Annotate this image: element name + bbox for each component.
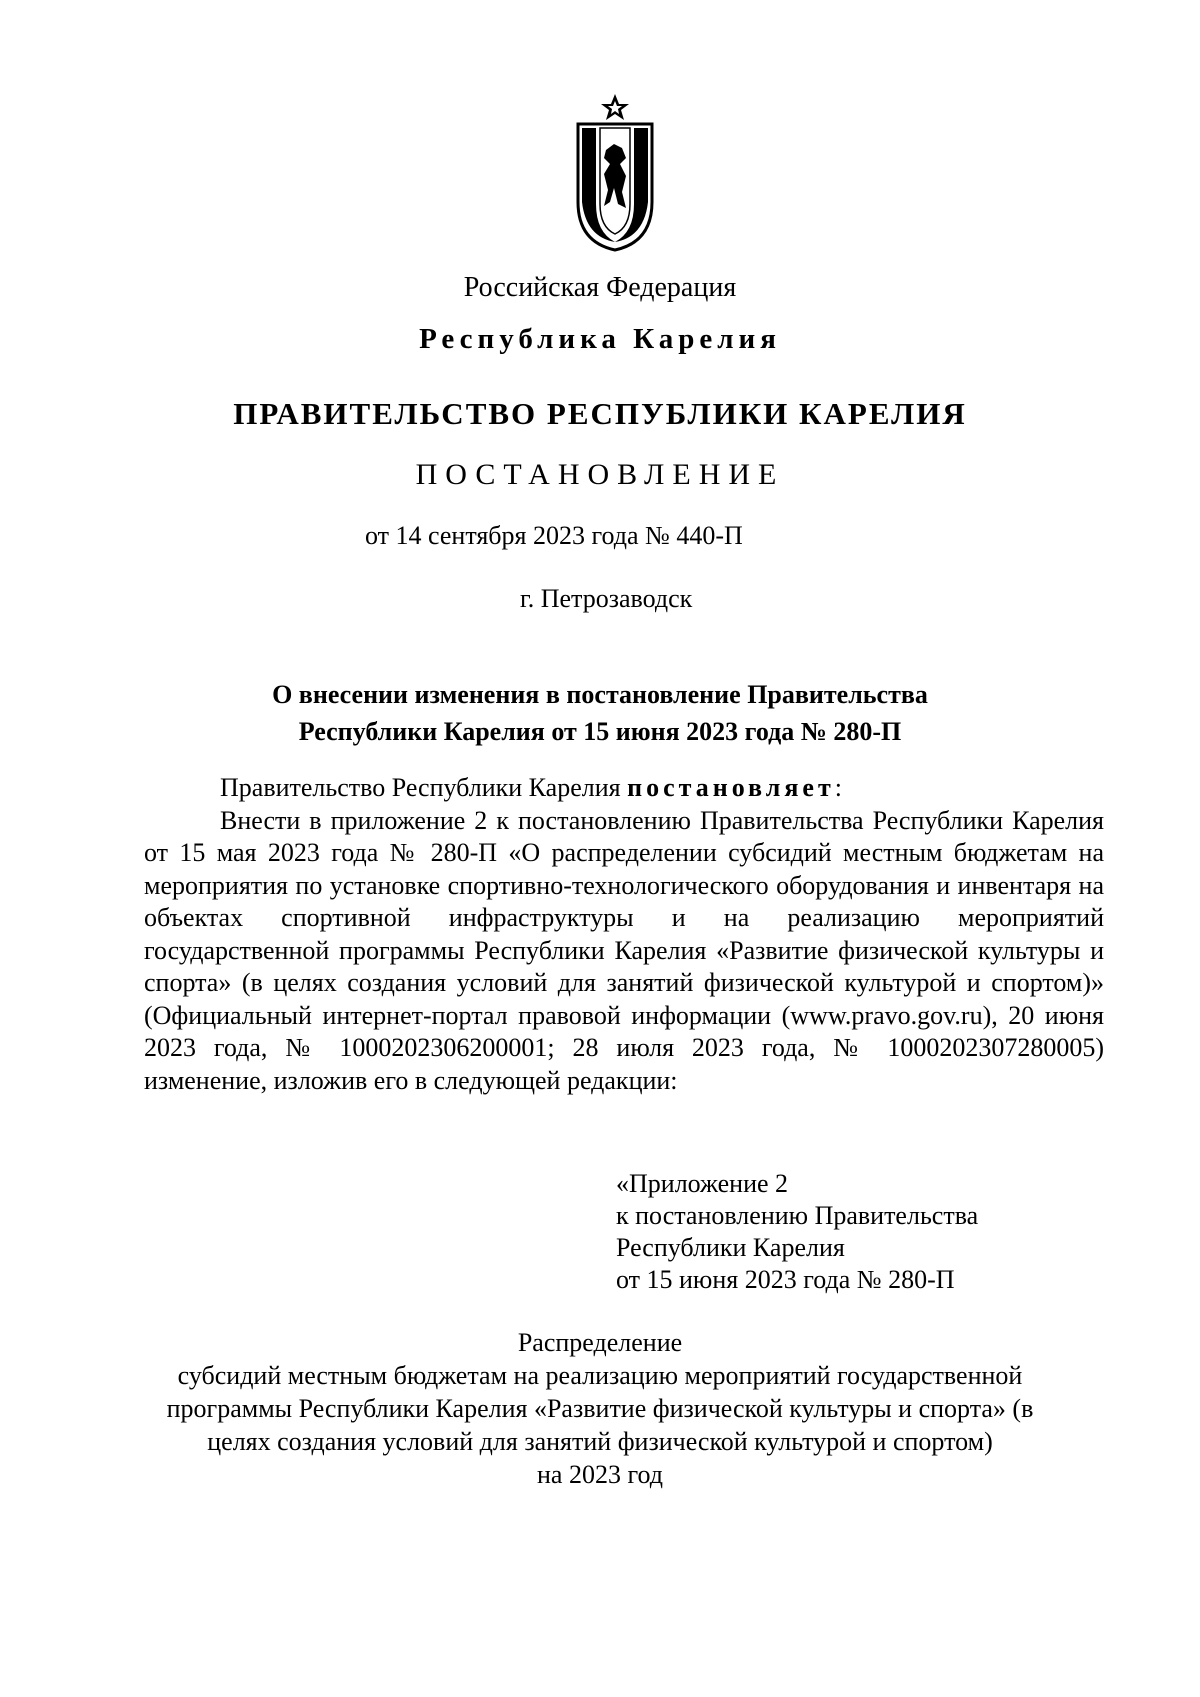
subject-line-2: Республики Карелия от 15 июня 2023 года № 280-П bbox=[298, 717, 902, 746]
distribution-line-1: субсидий местным бюджетам на реализацию мероприятий государственной bbox=[177, 1361, 1023, 1390]
republic-name: Республика Карелия bbox=[419, 323, 781, 355]
annex-line-1: «Приложение 2 bbox=[616, 1169, 789, 1198]
intro-suffix: : bbox=[834, 773, 842, 802]
subject-line-1: О внесении изменения в постановление Правительства bbox=[272, 680, 928, 709]
distribution-heading bbox=[0, 1326, 1200, 1491]
government-title: ПРАВИТЕЛЬСТВО РЕСПУБЛИКИ КАРЕЛИЯ bbox=[233, 396, 967, 431]
document-subject bbox=[0, 676, 1200, 750]
annex-line-2: к постановлению Правительства bbox=[616, 1201, 979, 1230]
document-type: ПОСТАНОВЛЕНИЕ bbox=[415, 458, 785, 491]
country-name: Российская Федерация bbox=[463, 272, 737, 303]
annex-line-3: Республики Карелия bbox=[616, 1233, 845, 1262]
decree-paragraph: Внести в приложение 2 к постановлению Правительства Республики Карелия от 15 мая 2023 года № 280-П «О распределении субсидий местным бюджетам на мероприятия по установке спортивно-технологического оборудования и инвентаря на объектах спортивной инфраструктуры и на реализацию мероприятий государственной программы Республики Карелия «Развитие физической культуры и спорта» (в целях создания условий для занятий физической культурой и спортом)» (Официальный интернет-портал правовой информации (www.pravo.gov.ru), 20 июня 2023 года, № 1000202306200001; 28 июля 2023 года, № 1000202307280005) изменение, изложив его в следующей редакции: bbox=[144, 805, 1104, 1095]
document-body bbox=[144, 772, 1104, 1097]
distribution-line-4: на 2023 год bbox=[537, 1460, 663, 1489]
annex-line-4: от 15 июня 2023 года № 280-П bbox=[616, 1265, 955, 1294]
karelia-coat-of-arms-icon bbox=[570, 92, 660, 252]
annex-header bbox=[616, 1168, 978, 1296]
document-date-number: от 14 сентября 2023 года № 440-П bbox=[365, 521, 743, 550]
intro-decree-word: постановляет bbox=[627, 773, 835, 802]
decree-intro bbox=[144, 772, 1104, 805]
document-city: г. Петрозаводск bbox=[520, 584, 693, 613]
distribution-title: Распределение bbox=[517, 1328, 683, 1357]
distribution-line-3: целях создания условий для занятий физической культурой и спортом) bbox=[207, 1427, 993, 1456]
distribution-line-2: программы Республики Карелия «Развитие физической культуры и спорта» (в bbox=[166, 1394, 1034, 1423]
intro-prefix: Правительство Республики Карелия bbox=[220, 773, 628, 802]
